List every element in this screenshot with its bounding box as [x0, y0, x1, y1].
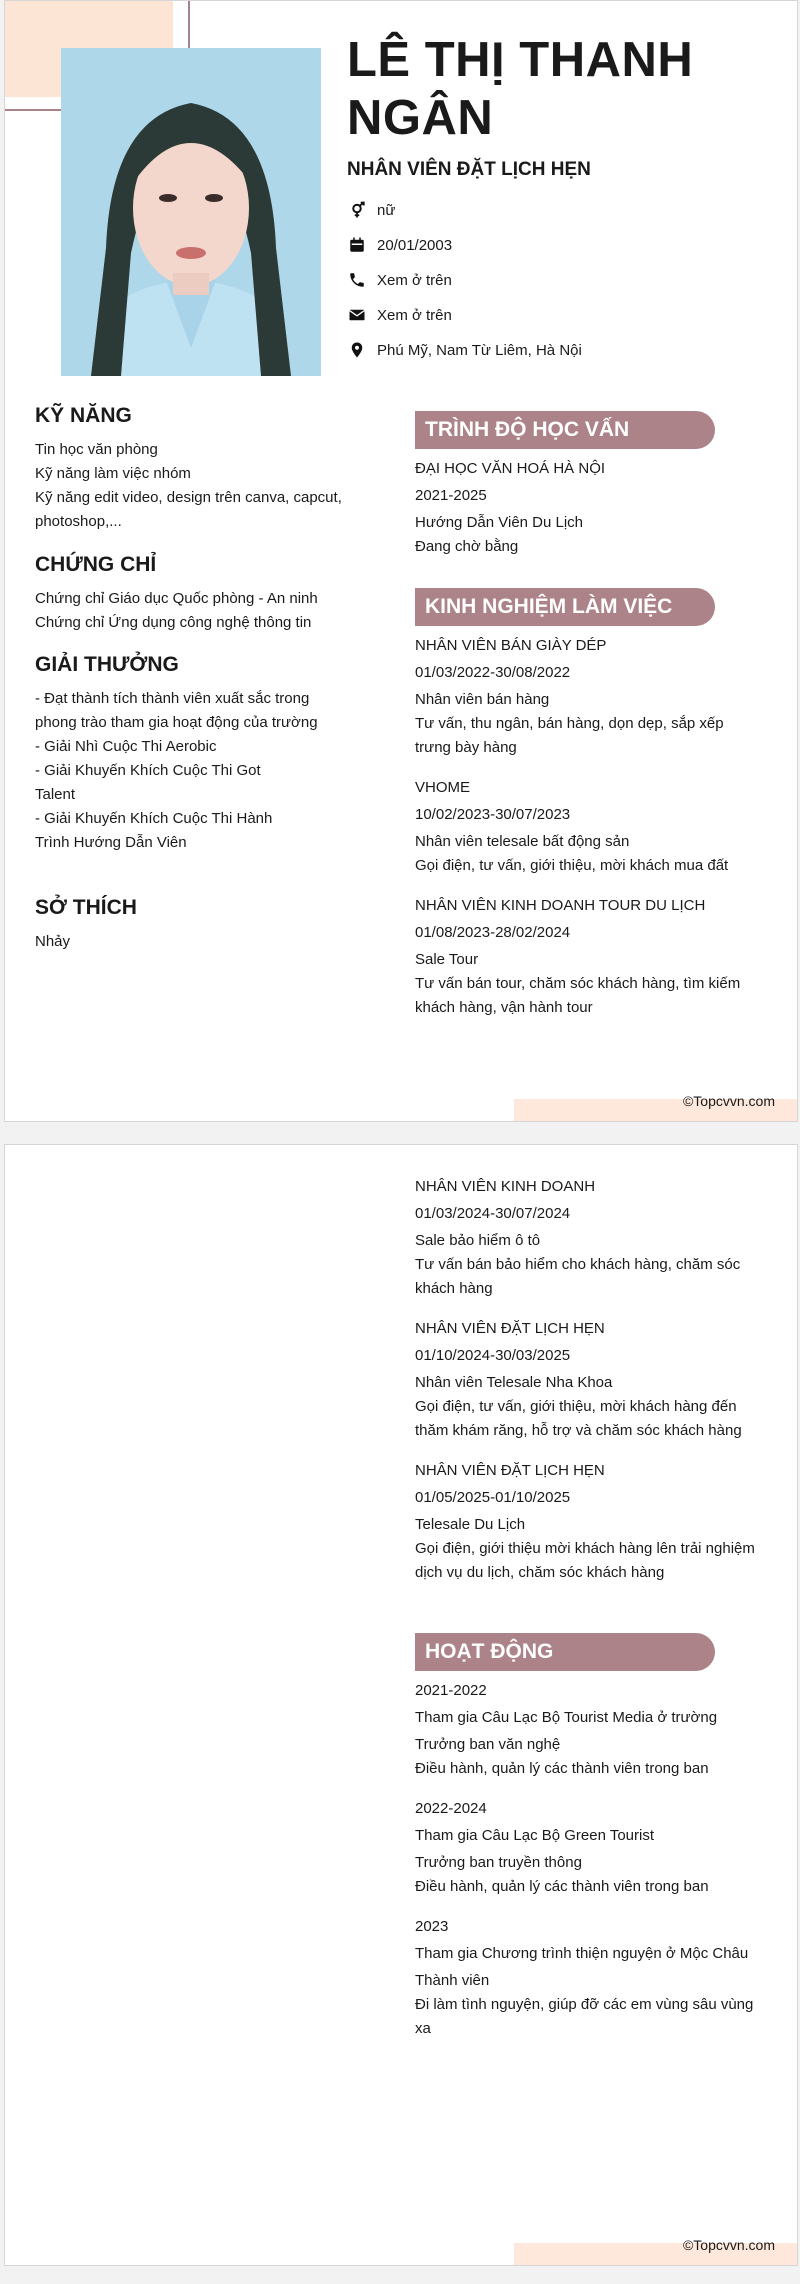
cv-page-2: [4, 1144, 798, 2266]
work-period: 01/05/2025-01/10/2025: [415, 1489, 571, 1506]
study-period: 2021-2025: [415, 487, 487, 504]
list-item: - Giải Khuyến Khích Cuộc Thi Hành Trình Hướng Dẫn Viên: [35, 810, 273, 851]
phone-row: [347, 267, 452, 293]
activity-role: Trưởng ban truyền thông: [415, 1854, 582, 1871]
section-title: SỞ THÍCH: [35, 896, 137, 919]
experience-entry: [415, 894, 760, 1020]
major: Hướng Dẫn Viên Du Lịch: [415, 514, 584, 531]
activities-section: [415, 1633, 760, 2057]
job-role: Sale Tour: [415, 951, 479, 968]
section-title: GIẢI THƯỞNG: [35, 653, 179, 676]
company-name: VHOME: [415, 779, 471, 796]
company-name: NHÂN VIÊN KINH DOANH: [415, 1178, 596, 1195]
activity-org: Tham gia Câu Lạc Bộ Green Tourist: [415, 1827, 655, 1844]
list-item: Chứng chỉ Ứng dụng công nghệ thông tin: [35, 614, 312, 631]
certificates-section: [35, 553, 375, 635]
email-icon: [347, 305, 367, 325]
job-description: Tư vấn, thu ngân, bán hàng, dọn dẹp, sắp xếp trưng bày hàng: [415, 715, 724, 756]
candidate-name: LÊ THỊ THANH NGÂN: [347, 33, 694, 145]
work-period: 01/03/2022-30/08/2022: [415, 664, 571, 681]
list-item: Nhảy: [35, 933, 71, 950]
list-item: Kỹ năng edit video, design trên canva, capcut, photoshop,...: [35, 489, 342, 530]
job-description: Gọi điện, tư vấn, giới thiệu, mời khách mua đất: [415, 857, 729, 874]
section-title: KỸ NĂNG: [35, 404, 132, 427]
gender-value: nữ: [377, 201, 396, 219]
company-name: NHÂN VIÊN KINH DOANH TOUR DU LỊCH: [415, 897, 706, 914]
email-row: [347, 302, 452, 328]
gender-row: [347, 197, 395, 223]
job-description: Gọi điện, tư vấn, giới thiệu, mời khách hàng đến thăm khám răng, hỗ trợ và chăm sóc khách hàng: [415, 1398, 742, 1439]
birthday-value: 20/01/2003: [377, 236, 453, 254]
company-name: NHÂN VIÊN ĐẶT LỊCH HẸN: [415, 1320, 605, 1337]
activity-period: 2023: [415, 1918, 449, 1935]
hobbies-section: [35, 896, 375, 954]
experience-entry: [415, 634, 760, 760]
activity-role: Trưởng ban văn nghệ: [415, 1736, 561, 1753]
list-item: Tin học văn phòng: [35, 441, 158, 458]
activity-description: Đi làm tình nguyện, giúp đỡ các em vùng sâu vùng xa: [415, 1996, 754, 2037]
education-entry: [415, 457, 760, 559]
phone-value: Xem ở trên: [377, 271, 452, 289]
experience-entry: [415, 1459, 760, 1585]
study-status: Đang chờ bằng: [415, 538, 519, 555]
work-period: 01/10/2024-30/03/2025: [415, 1347, 571, 1364]
company-name: NHÂN VIÊN BÁN GIÀY DÉP: [415, 637, 607, 654]
job-description: Tư vấn bán tour, chăm sóc khách hàng, tìm kiếm khách hàng, vận hành tour: [415, 975, 741, 1016]
awards-section: [35, 653, 355, 855]
experience-entry: [415, 1175, 760, 1301]
job-description: Tư vấn bán bảo hiểm cho khách hàng, chăm sóc khách hàng: [415, 1256, 741, 1297]
job-role: Nhân viên bán hàng: [415, 691, 550, 708]
work-period: 01/08/2023-28/02/2024: [415, 924, 571, 941]
experience-entry: [415, 776, 760, 878]
job-role: Nhân viên telesale bất động sản: [415, 833, 630, 850]
calendar-icon: [347, 235, 367, 255]
address-value: Phú Mỹ, Nam Từ Liêm, Hà Nội: [377, 341, 582, 359]
list-item: - Đạt thành tích thành viên xuất sắc trong phong trào tham gia hoạt động của trường: [35, 690, 318, 731]
company-name: NHÂN VIÊN ĐẶT LỊCH HẸN: [415, 1462, 605, 1479]
section-banner: HOẠT ĐỘNG: [415, 1633, 715, 1671]
list-item: Chứng chỉ Giáo dục Quốc phòng - An ninh: [35, 590, 318, 607]
skills-section: [35, 404, 375, 534]
job-role: Nhân viên Telesale Nha Khoa: [415, 1374, 613, 1391]
activity-period: 2022-2024: [415, 1800, 487, 1817]
experience-continued: [415, 1175, 760, 1601]
school-name: ĐẠI HỌC VĂN HOÁ HÀ NỘI: [415, 460, 606, 477]
section-banner: KINH NGHIỆM LÀM VIỆC: [415, 588, 715, 626]
section-title: CHỨNG CHỈ: [35, 553, 157, 576]
experience-entry: [415, 1317, 760, 1443]
list-item: - Giải Nhì Cuộc Thi Aerobic: [35, 738, 217, 755]
birthday-row: [347, 232, 452, 258]
list-item: Kỹ năng làm việc nhóm: [35, 465, 191, 482]
section-banner: TRÌNH ĐỘ HỌC VẤN: [415, 411, 715, 449]
email-value: Xem ở trên: [377, 306, 452, 324]
activity-entry: [415, 1915, 760, 2041]
education-section: [415, 411, 760, 575]
footer-watermark: ©Topcvvn.com: [682, 2237, 775, 2253]
gender-icon: [347, 200, 367, 220]
activity-entry: [415, 1797, 760, 1899]
candidate-position: NHÂN VIÊN ĐẶT LỊCH HẸN: [347, 159, 591, 180]
cv-page-1: [4, 0, 798, 1122]
activity-description: Điều hành, quản lý các thành viên trong ban: [415, 1760, 709, 1777]
phone-icon: [347, 270, 367, 290]
activity-period: 2021-2022: [415, 1682, 487, 1699]
activity-role: Thành viên: [415, 1972, 490, 1989]
work-period: 01/03/2024-30/07/2024: [415, 1205, 571, 1222]
location-icon: [347, 340, 367, 360]
address-row: [347, 337, 582, 363]
work-period: 10/02/2023-30/07/2023: [415, 806, 571, 823]
activity-description: Điều hành, quản lý các thành viên trong ban: [415, 1878, 709, 1895]
job-role: Sale bảo hiểm ô tô: [415, 1232, 541, 1249]
job-role: Telesale Du Lịch: [415, 1516, 526, 1533]
activity-org: Tham gia Câu Lạc Bộ Tourist Media ở trường: [415, 1709, 718, 1726]
experience-section: [415, 588, 760, 1036]
footer-watermark: ©Topcvvn.com: [682, 1093, 775, 1109]
activity-org: Tham gia Chương trình thiện nguyện ở Mộc Châu: [415, 1945, 749, 1962]
job-description: Gọi điện, giới thiệu mời khách hàng lên trải nghiệm dịch vụ du lịch, chăm sóc khách hàng: [415, 1540, 755, 1581]
list-item: - Giải Khuyến Khích Cuộc Thi Got Talent: [35, 762, 261, 803]
profile-photo: [61, 48, 321, 376]
activity-entry: [415, 1679, 760, 1781]
